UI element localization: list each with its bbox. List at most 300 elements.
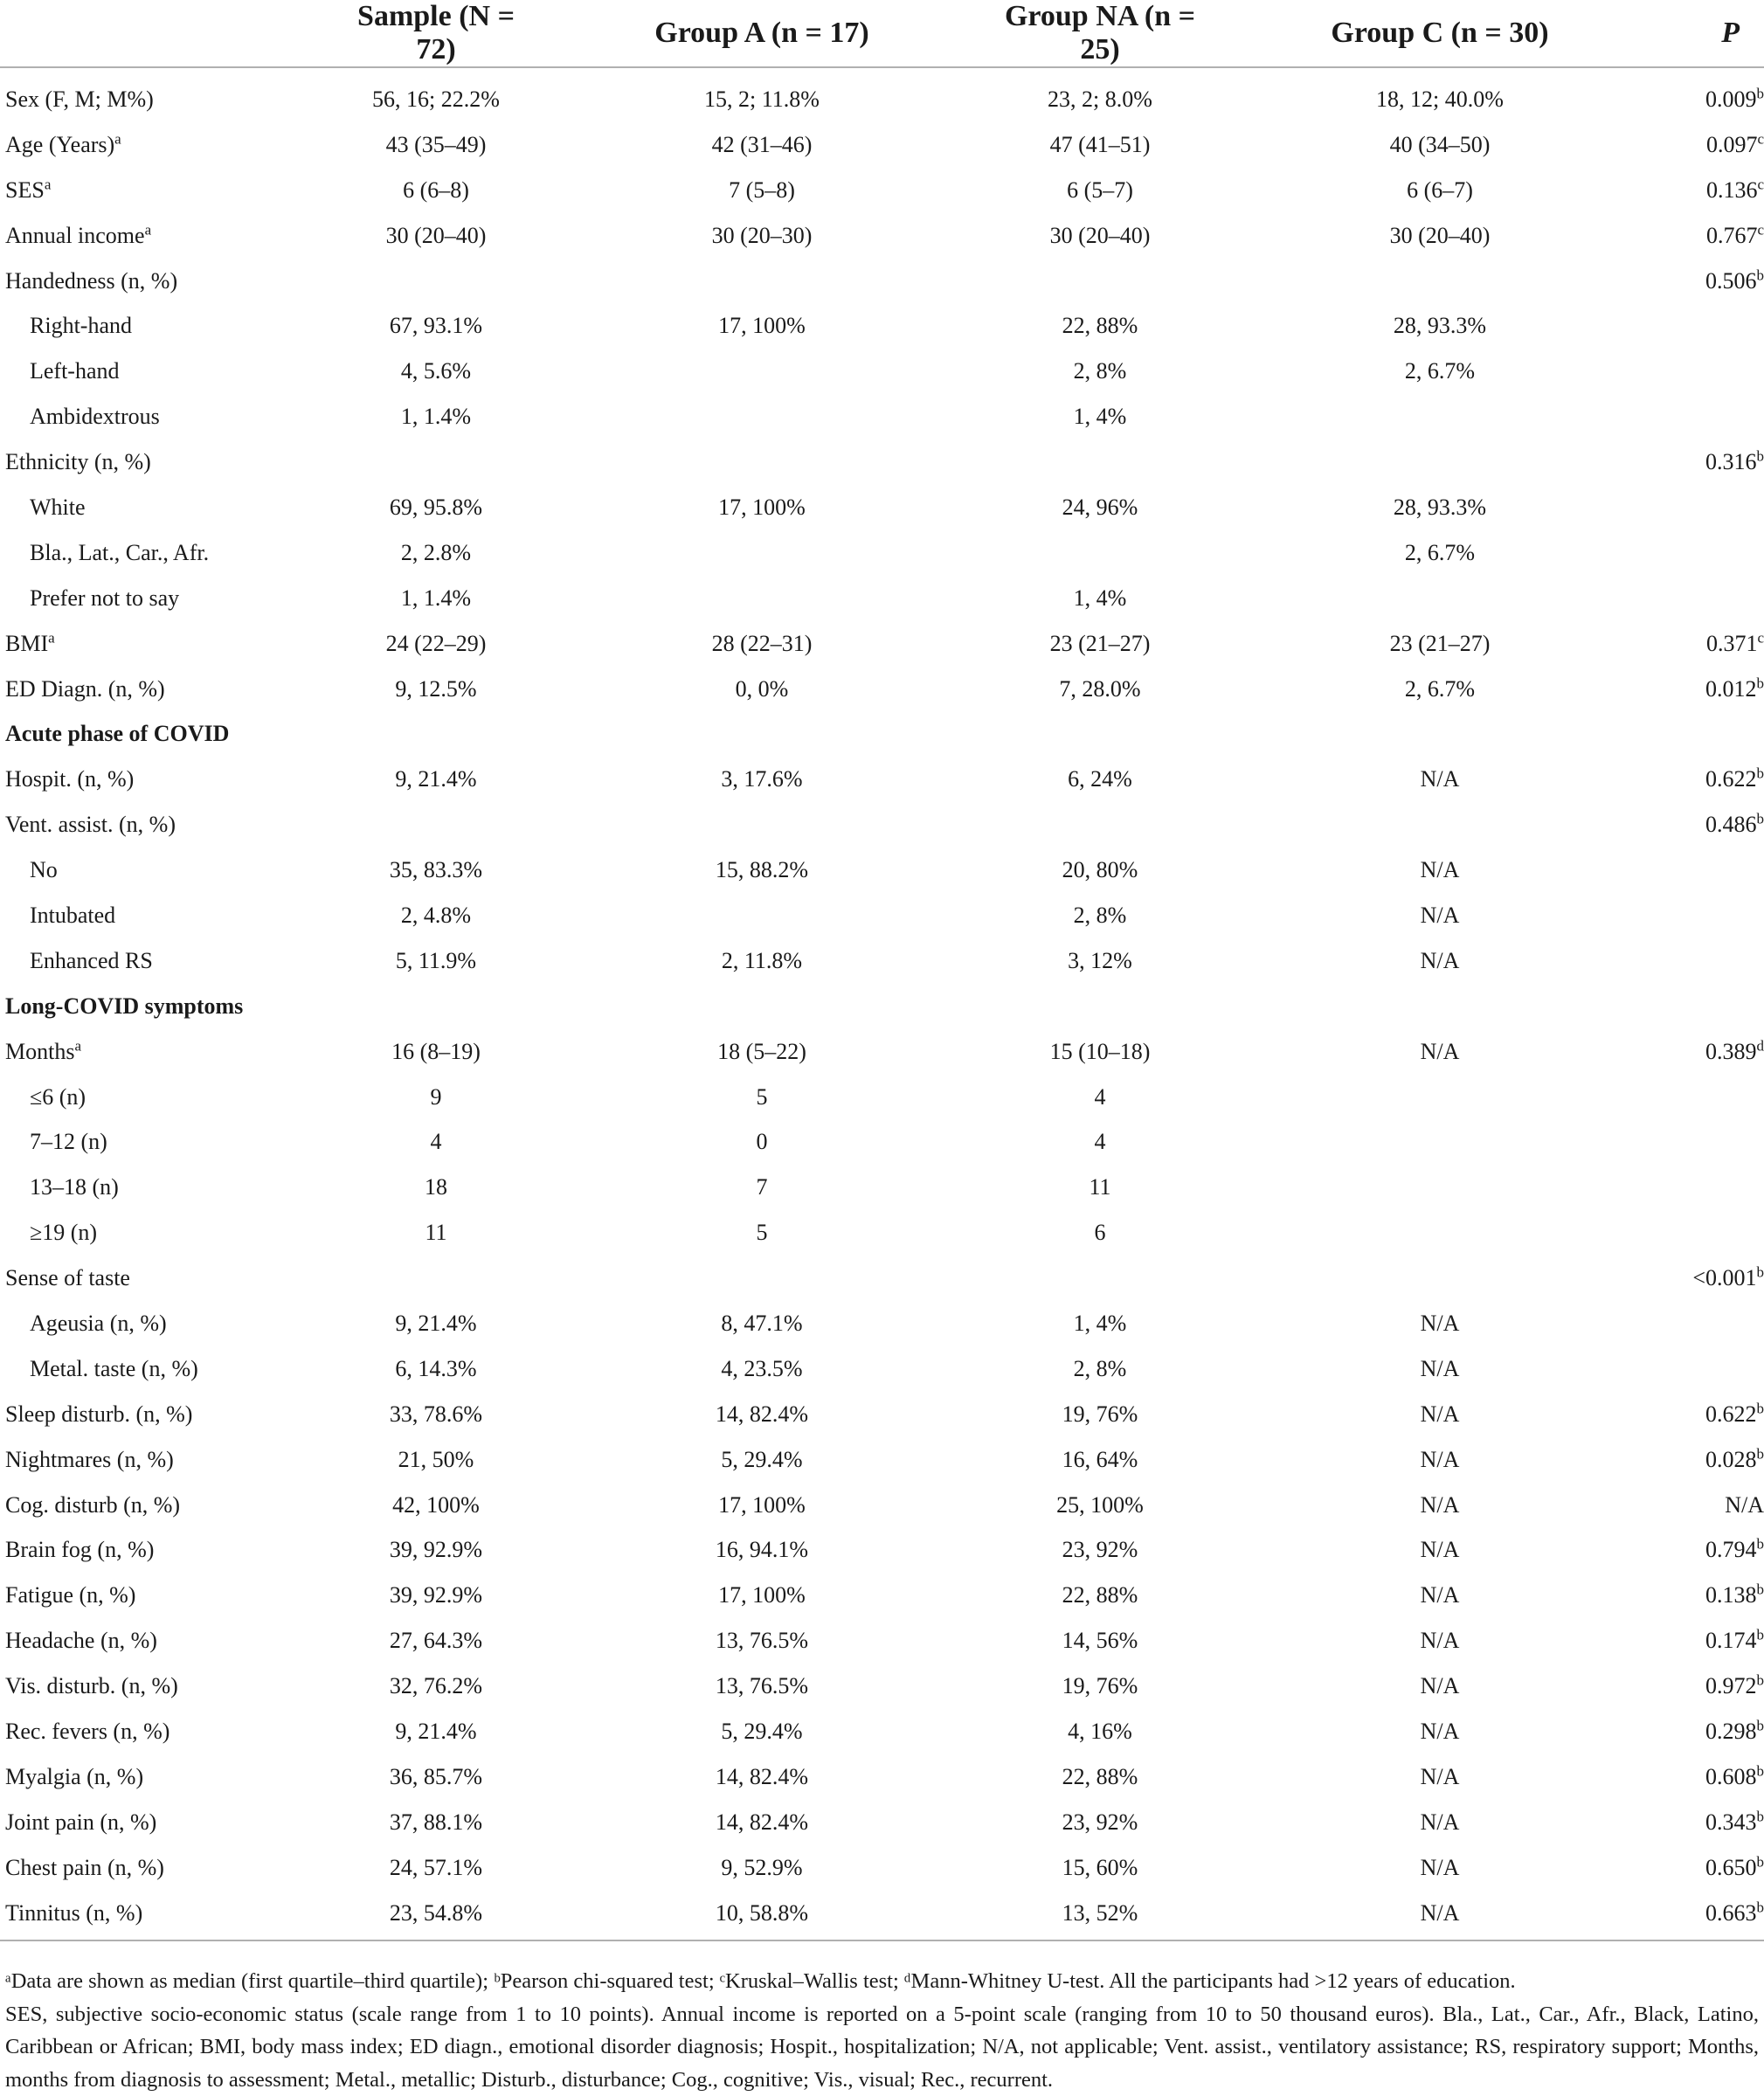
cell-group-c: 18, 12; 40.0% [1209,67,1671,122]
cell-group-c [1209,1119,1671,1165]
cell-sample: 23, 54.8% [339,1891,533,1936]
cell-group-c: 40 (34–50) [1209,122,1671,168]
cell-p-value [1671,1346,1764,1392]
row-label-text: BMI [5,631,48,656]
row-label-text: Vis. disturb. (n, %) [5,1673,178,1698]
cell-p-value [1671,1800,1764,1845]
cell-p-value [1671,1845,1764,1891]
p-value-test-mark: b [1757,85,1764,101]
cell-sample: 1, 1.4% [339,394,533,439]
cell-group-na: 14, 56% [991,1618,1209,1664]
p-value-text: 0.650 [1705,1855,1757,1880]
row-label [0,1618,339,1664]
cell-sample: 39, 92.9% [339,1528,533,1574]
cell-group-a: 5 [533,1075,991,1120]
p-value-text: 0.663 [1705,1900,1757,1926]
row-label-text: Bla., Lat., Car., Afr. [30,540,209,565]
row-label-text: Ambidextrous [30,404,160,429]
cell-p-value [1671,485,1764,530]
row-label [0,1119,339,1165]
table-row [0,122,1764,168]
table-row [0,303,1764,349]
cell-group-a: 28 (22–31) [533,621,991,667]
cell-group-a: 2, 11.8% [533,938,991,984]
cell-group-na: 23, 2; 8.0% [991,67,1209,122]
table-row [0,1664,1764,1709]
row-label [0,893,339,938]
cell-sample: 11 [339,1210,533,1256]
p-value-test-mark: b [1757,1899,1764,1915]
cell-group-a: 17, 100% [533,485,991,530]
row-label-text: Annual income [5,223,145,248]
cell-p-value [1671,576,1764,621]
row-label-footnote-mark: a [45,176,52,192]
row-label [0,1573,339,1618]
cell-group-c: 2, 6.7% [1209,667,1671,712]
cell-sample: 69, 95.8% [339,485,533,530]
table-row [0,1256,1764,1301]
cell-sample [339,259,533,304]
row-label-text: Sex (F, M; M%) [5,86,154,112]
p-value-test-mark: c [1757,221,1764,238]
cell-group-na [991,439,1209,485]
row-label-text: Acute phase of COVID [5,721,229,746]
cell-p-value [1671,122,1764,168]
row-label [0,213,339,259]
section-row [0,984,1764,1029]
cell-sample: 9, 21.4% [339,757,533,802]
cell-group-na [991,259,1209,304]
row-label [0,938,339,984]
cell-group-na: 7, 28.0% [991,667,1209,712]
cell-group-na: 1, 4% [991,576,1209,621]
row-label-text: Tinnitus (n, %) [5,1900,142,1926]
table-row [0,259,1764,304]
cell-group-a: 13, 76.5% [533,1618,991,1664]
cell-p-value [1671,439,1764,485]
cell-p-value [1671,984,1764,1029]
p-value-test-mark: b [1757,674,1764,691]
cell-group-na: 4, 16% [991,1709,1209,1754]
cell-group-c: N/A [1209,1664,1671,1709]
cell-p-value [1671,67,1764,122]
row-label [0,847,339,893]
cell-p-value [1671,1119,1764,1165]
row-label-text: ED Diagn. (n, %) [5,676,165,702]
cell-sample: 2, 2.8% [339,530,533,576]
cell-group-na: 20, 80% [991,847,1209,893]
cell-group-c: N/A [1209,1528,1671,1574]
p-value-test-mark: b [1757,1400,1764,1416]
cell-group-na: 4 [991,1119,1209,1165]
table-row [0,621,1764,667]
row-label [0,259,339,304]
cell-p-value [1671,1573,1764,1618]
cell-group-c [1209,1210,1671,1256]
cell-group-na: 22, 88% [991,1573,1209,1618]
cell-group-c: N/A [1209,1709,1671,1754]
cell-p-value [1671,1301,1764,1346]
row-label-text: Months [5,1039,74,1064]
cell-sample: 21, 50% [339,1437,533,1483]
row-label-footnote-mark: a [74,1037,81,1054]
p-value-test-mark: b [1757,811,1764,827]
cell-p-value [1671,1256,1764,1301]
cell-group-na: 19, 76% [991,1664,1209,1709]
cell-group-na: 6 [991,1210,1209,1256]
cell-group-na: 6, 24% [991,757,1209,802]
row-label [0,1483,339,1528]
cell-group-a: 13, 76.5% [533,1664,991,1709]
cell-sample: 6 (6–8) [339,168,533,213]
row-label-text: Fatigue (n, %) [5,1582,135,1608]
cell-sample [339,711,533,757]
cell-group-na: 19, 76% [991,1392,1209,1437]
row-label-text: SES [5,177,45,203]
cell-group-a: 18 (5–22) [533,1029,991,1075]
footnotes [0,1940,1764,2096]
cell-p-value [1671,1754,1764,1800]
table-row [0,757,1764,802]
row-label [0,1664,339,1709]
p-value-text: 0.794 [1705,1537,1757,1562]
row-label-text: 13–18 (n) [30,1174,119,1200]
p-value-test-mark: b [1757,765,1764,782]
cell-group-na: 1, 4% [991,394,1209,439]
cell-p-value [1671,938,1764,984]
row-label [0,711,339,757]
cell-sample: 43 (35–49) [339,122,533,168]
cell-p-value [1671,757,1764,802]
row-label [0,984,339,1029]
row-label-text: Myalgia (n, %) [5,1764,143,1789]
table-body [0,67,1764,1936]
row-label-text: Enhanced RS [30,948,153,973]
row-label-text: Joint pain (n, %) [5,1809,156,1835]
p-value-test-mark: b [1757,1536,1764,1553]
cell-group-na [991,802,1209,847]
row-label [0,1165,339,1210]
cell-group-na: 11 [991,1165,1209,1210]
cell-group-na [991,530,1209,576]
p-value-text: N/A [1725,1492,1764,1518]
cell-group-c: N/A [1209,938,1671,984]
row-label-text: White [30,495,86,520]
table-row [0,1075,1764,1120]
row-label-text: Chest pain (n, %) [5,1855,164,1880]
cell-group-c [1209,1256,1671,1301]
cell-p-value [1671,530,1764,576]
p-value-text: 0.389 [1705,1039,1757,1064]
table-row [0,1800,1764,1845]
cell-group-na: 23, 92% [991,1528,1209,1574]
cell-group-c: 23 (21–27) [1209,621,1671,667]
cell-sample: 32, 76.2% [339,1664,533,1709]
cell-group-c: N/A [1209,1573,1671,1618]
header-row [0,0,1764,67]
p-value-test-mark: b [1757,1445,1764,1462]
p-value-text: 0.138 [1705,1582,1757,1608]
cell-group-a: 17, 100% [533,1483,991,1528]
cell-group-na: 1, 4% [991,1301,1209,1346]
row-label [0,439,339,485]
cell-group-c: N/A [1209,757,1671,802]
table-row [0,1210,1764,1256]
cell-p-value [1671,1528,1764,1574]
cell-p-value [1671,711,1764,757]
cell-group-c: N/A [1209,1845,1671,1891]
cell-group-a: 17, 100% [533,1573,991,1618]
cell-group-a: 9, 52.9% [533,1845,991,1891]
cell-sample [339,984,533,1029]
row-label-text: Right-hand [30,313,132,338]
row-label [0,1437,339,1483]
row-label [0,67,339,122]
p-value-text: 0.343 [1705,1809,1757,1835]
cell-group-na: 2, 8% [991,1346,1209,1392]
table-row [0,1029,1764,1075]
header-p-value: P [1671,0,1764,67]
header-label-col [0,0,339,67]
table-row [0,1119,1764,1165]
p-value-test-mark: b [1757,447,1764,464]
row-label-text: Left-hand [30,358,120,384]
cell-p-value [1671,1029,1764,1075]
cell-p-value [1671,893,1764,938]
cell-sample: 27, 64.3% [339,1618,533,1664]
row-label-footnote-mark: a [145,221,152,238]
row-label-text: Long-COVID symptoms [5,993,243,1019]
cell-p-value [1671,802,1764,847]
p-value-text: 0.136 [1706,177,1758,203]
cell-sample: 4 [339,1119,533,1165]
table-row [0,938,1764,984]
table-row [0,67,1764,122]
cell-group-na [991,711,1209,757]
p-value-test-mark: b [1757,1808,1764,1824]
cell-sample: 9, 12.5% [339,667,533,712]
cell-group-a [533,984,991,1029]
cell-sample: 36, 85.7% [339,1754,533,1800]
row-label-text: Hospit. (n, %) [5,766,134,792]
cell-group-na: 22, 88% [991,303,1209,349]
p-value-text: 0.009 [1705,86,1757,112]
cell-group-c: N/A [1209,893,1671,938]
row-label-text: Cog. disturb (n, %) [5,1492,180,1518]
p-value-text: 0.506 [1705,268,1757,294]
cell-group-c [1209,1075,1671,1120]
p-value-text: 0.622 [1705,1401,1757,1427]
cell-group-c: N/A [1209,1891,1671,1936]
cell-group-c: N/A [1209,1029,1671,1075]
cell-group-a: 10, 58.8% [533,1891,991,1936]
cell-sample: 56, 16; 22.2% [339,67,533,122]
table-row [0,1891,1764,1936]
cell-p-value [1671,259,1764,304]
cell-sample: 2, 4.8% [339,893,533,938]
p-value-test-mark: b [1757,1581,1764,1598]
p-value-text: 0.028 [1705,1447,1757,1472]
cell-group-a: 0 [533,1119,991,1165]
header-sample: Sample (N = 72) [339,0,533,67]
table-row [0,1709,1764,1754]
p-value-test-mark: b [1757,1671,1764,1688]
row-label-text: Intubated [30,903,115,928]
cell-sample [339,802,533,847]
row-label-text: Sense of taste [5,1265,130,1290]
cell-group-c [1209,259,1671,304]
cell-p-value [1671,1664,1764,1709]
cell-group-c: 2, 6.7% [1209,530,1671,576]
cell-sample [339,1256,533,1301]
cell-sample: 9 [339,1075,533,1120]
cell-group-c: N/A [1209,1346,1671,1392]
cell-group-c [1209,439,1671,485]
row-label [0,1709,339,1754]
cell-group-c: N/A [1209,847,1671,893]
row-label [0,1800,339,1845]
cell-group-c [1209,576,1671,621]
cell-sample: 30 (20–40) [339,213,533,259]
row-label-text: Ethnicity (n, %) [5,449,151,474]
p-value-text: 0.767 [1706,223,1758,248]
p-value-test-mark: c [1757,629,1764,646]
cell-group-a: 14, 82.4% [533,1800,991,1845]
row-label [0,1301,339,1346]
row-label [0,303,339,349]
cell-p-value [1671,303,1764,349]
p-value-text: 0.972 [1705,1673,1757,1698]
row-label-footnote-mark: a [114,130,121,147]
cell-group-c [1209,711,1671,757]
cell-group-na: 15 (10–18) [991,1029,1209,1075]
cell-group-c: N/A [1209,1483,1671,1528]
cell-group-c: N/A [1209,1800,1671,1845]
cell-group-na: 25, 100% [991,1483,1209,1528]
cell-group-na: 30 (20–40) [991,213,1209,259]
cell-group-na: 16, 64% [991,1437,1209,1483]
table-row [0,893,1764,938]
cell-group-c: N/A [1209,1754,1671,1800]
cell-p-value [1671,1075,1764,1120]
cell-sample: 9, 21.4% [339,1301,533,1346]
row-label [0,122,339,168]
row-label [0,621,339,667]
cell-group-na: 4 [991,1075,1209,1120]
cell-p-value [1671,1618,1764,1664]
cell-group-a: 17, 100% [533,303,991,349]
table-row [0,439,1764,485]
cell-group-na: 24, 96% [991,485,1209,530]
cell-group-a: 4, 23.5% [533,1346,991,1392]
cell-p-value [1671,847,1764,893]
row-label-text: Age (Years) [5,132,114,157]
cell-group-c [1209,394,1671,439]
table-row [0,1845,1764,1891]
cell-group-na [991,984,1209,1029]
cell-group-na: 23 (21–27) [991,621,1209,667]
row-label [0,1891,339,1936]
p-value-text: 0.486 [1705,812,1757,837]
table-row [0,667,1764,712]
cell-group-a [533,802,991,847]
table-row [0,1754,1764,1800]
cell-sample: 6, 14.3% [339,1346,533,1392]
cell-group-c: 28, 93.3% [1209,303,1671,349]
cell-group-a [533,1256,991,1301]
cell-group-a: 42 (31–46) [533,122,991,168]
table-row [0,485,1764,530]
p-value-test-mark: d [1757,1037,1764,1054]
row-label [0,1256,339,1301]
cell-group-na: 2, 8% [991,349,1209,394]
row-label [0,1210,339,1256]
row-label-text: ≥19 (n) [30,1220,97,1245]
table-row [0,349,1764,394]
row-label [0,485,339,530]
cell-sample: 33, 78.6% [339,1392,533,1437]
cell-group-a: 5, 29.4% [533,1437,991,1483]
p-value-test-mark: b [1757,1762,1764,1779]
table-row [0,1301,1764,1346]
row-label-text: Ageusia (n, %) [30,1311,167,1336]
cell-group-c: N/A [1209,1301,1671,1346]
cell-group-a: 8, 47.1% [533,1301,991,1346]
cell-group-na: 13, 52% [991,1891,1209,1936]
row-label [0,757,339,802]
cell-sample: 1, 1.4% [339,576,533,621]
cell-group-na: 15, 60% [991,1845,1209,1891]
cell-group-a [533,530,991,576]
row-label [0,168,339,213]
cell-sample: 9, 21.4% [339,1709,533,1754]
cell-sample: 24, 57.1% [339,1845,533,1891]
cell-group-a [533,349,991,394]
row-label-text: Brain fog (n, %) [5,1537,154,1562]
cell-sample: 39, 92.9% [339,1573,533,1618]
cell-group-c: N/A [1209,1618,1671,1664]
p-value-text: 0.608 [1705,1764,1757,1789]
cell-sample: 16 (8–19) [339,1029,533,1075]
table-row [0,1346,1764,1392]
row-label-text: Handedness (n, %) [5,268,177,294]
table-row [0,576,1764,621]
cell-group-c: 6 (6–7) [1209,168,1671,213]
cell-group-a [533,711,991,757]
row-label-footnote-mark: a [48,629,55,646]
cell-p-value [1671,168,1764,213]
p-value-test-mark: c [1757,130,1764,147]
cell-group-na: 22, 88% [991,1754,1209,1800]
row-label [0,576,339,621]
cell-p-value [1671,1709,1764,1754]
header-group-na: Group NA (n = 25) [991,0,1209,67]
header-group-c: Group C (n = 30) [1209,0,1671,67]
cell-sample: 35, 83.3% [339,847,533,893]
cell-group-a [533,259,991,304]
p-value-text: 0.316 [1705,449,1757,474]
cell-group-c [1209,1165,1671,1210]
cell-group-c [1209,802,1671,847]
cell-group-a: 15, 88.2% [533,847,991,893]
cell-group-na [991,1256,1209,1301]
cell-sample: 4, 5.6% [339,349,533,394]
p-value-test-mark: b [1757,1263,1764,1280]
table-row [0,394,1764,439]
cell-group-a: 7 (5–8) [533,168,991,213]
table-row [0,847,1764,893]
p-value-test-mark: b [1757,1627,1764,1643]
